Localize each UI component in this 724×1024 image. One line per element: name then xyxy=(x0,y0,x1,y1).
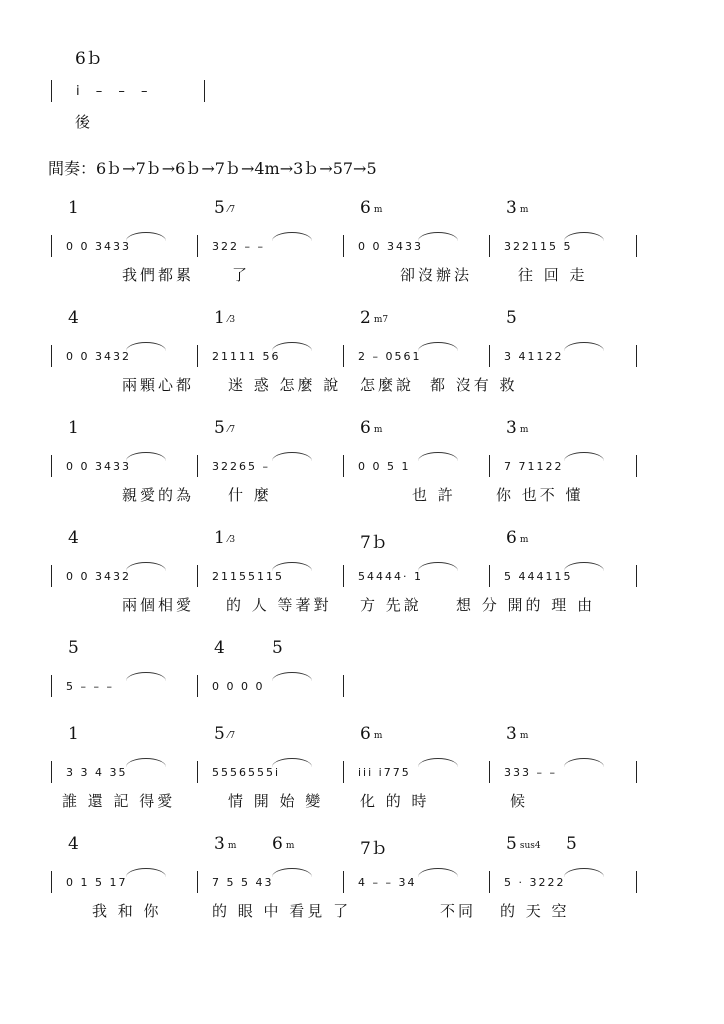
lyric-text: 迷 惑 怎麼 說 xyxy=(228,376,342,394)
barline xyxy=(51,80,52,102)
slur-mark xyxy=(564,868,604,877)
barline xyxy=(197,345,198,367)
header-chord: 6ｂ xyxy=(75,49,103,69)
interlude-line: 間奏：6ｂ→7ｂ→6ｂ→7ｂ→4m→3ｂ→57→5 xyxy=(48,159,377,178)
chord-symbol xyxy=(506,308,517,328)
chord-root: 1 xyxy=(68,198,79,218)
measure-notes: 21111 56 xyxy=(212,350,281,363)
chord-root: 1 xyxy=(214,528,225,548)
slur-mark xyxy=(272,232,312,241)
barline xyxy=(51,761,52,783)
lyric-text: 誰 還 記 得愛 xyxy=(62,792,176,810)
chord-root: 5 xyxy=(214,418,225,438)
chord-quality: m xyxy=(373,731,383,741)
chord-quality: m xyxy=(519,205,529,215)
slur-mark xyxy=(418,758,458,767)
measure-notes: 54444· 1 xyxy=(358,570,423,583)
chord-symbol xyxy=(68,418,79,438)
barline xyxy=(343,455,344,477)
measure-notes: 21155115 xyxy=(212,570,284,583)
chord-root: 4 xyxy=(68,528,79,548)
measure-notes: 32265 – xyxy=(212,460,270,473)
chord-quality: m xyxy=(519,535,529,545)
chord-symbol xyxy=(360,418,382,438)
chord-quality: m7 xyxy=(373,315,389,325)
measure-notes: 0 0 5 1 xyxy=(358,460,411,473)
measure-notes: 0 0 0 0 xyxy=(212,680,265,693)
chord-symbol xyxy=(214,724,235,744)
chord-root: 5 xyxy=(68,638,79,658)
barline xyxy=(51,675,52,697)
chord-root: 7ｂ xyxy=(360,533,388,553)
chord-root: 4 xyxy=(68,308,79,328)
barline xyxy=(636,455,637,477)
lyric-text: 的 眼 中 看見 了 xyxy=(212,902,352,920)
barline xyxy=(197,675,198,697)
slur-mark xyxy=(418,452,458,461)
chord-root: 3 xyxy=(506,418,517,438)
lyric-text: 的 人 等著對 xyxy=(226,596,332,614)
lyric-text: 了 xyxy=(232,266,251,284)
chord-symbol xyxy=(360,528,388,553)
chord-quality: ⁄3 xyxy=(227,535,236,545)
barline xyxy=(636,871,637,893)
chord-symbol xyxy=(214,418,235,438)
slur-mark xyxy=(272,672,312,681)
chord-symbol xyxy=(506,724,528,744)
chord-symbol xyxy=(214,528,235,548)
chord-symbol xyxy=(360,308,388,328)
barline xyxy=(489,235,490,257)
barline xyxy=(51,345,52,367)
slur-mark xyxy=(126,562,166,571)
slur-mark xyxy=(272,868,312,877)
slur-mark xyxy=(564,758,604,767)
barline xyxy=(197,565,198,587)
measure-notes: 5556555i xyxy=(212,766,281,779)
slur-mark xyxy=(272,758,312,767)
measure-notes: 2 – 0561 xyxy=(358,350,422,363)
intro-notes: i – – – xyxy=(76,84,154,99)
barline xyxy=(636,345,637,367)
barline xyxy=(343,235,344,257)
chord-root: 4 xyxy=(68,834,79,854)
slur-mark xyxy=(418,342,458,351)
chord-root: 5 xyxy=(272,638,283,658)
chord-root: 6 xyxy=(360,198,371,218)
barline xyxy=(636,565,637,587)
chord-quality: ⁄7 xyxy=(227,425,236,435)
lyric-text: 想 分 開的 理 由 xyxy=(456,596,596,614)
chord-symbol xyxy=(68,638,79,658)
lyric-text: 我 和 你 xyxy=(92,902,162,920)
chord-symbol xyxy=(68,724,79,744)
measure-notes: 7 71122 xyxy=(504,460,564,473)
chord-root: 3 xyxy=(506,198,517,218)
slur-mark xyxy=(418,232,458,241)
chord-quality: sus4 xyxy=(519,841,541,851)
barline xyxy=(343,675,344,697)
barline xyxy=(197,761,198,783)
barline xyxy=(489,761,490,783)
slur-mark xyxy=(272,452,312,461)
lyric-text: 都 沒有 救 xyxy=(430,376,518,394)
barline xyxy=(51,235,52,257)
intro-lyric: 後 xyxy=(75,113,94,131)
chord-root: 1 xyxy=(214,308,225,328)
measure-notes: 3 3 4 35 xyxy=(66,766,128,779)
barline xyxy=(197,455,198,477)
barline xyxy=(204,80,205,102)
chord-quality: ⁄7 xyxy=(227,205,236,215)
lyric-text: 不同 xyxy=(440,902,477,920)
chord-root: 3 xyxy=(506,724,517,744)
lyric-text: 親愛的為 xyxy=(122,486,195,504)
chord-symbol xyxy=(506,528,528,548)
measure-notes: 0 0 3432 xyxy=(66,570,131,583)
chord-root: 6 xyxy=(506,528,517,548)
barline xyxy=(489,455,490,477)
chord-symbol xyxy=(68,308,79,328)
chord-symbol xyxy=(272,638,283,658)
lyric-text: 你 也不 懂 xyxy=(496,486,584,504)
chord-root: 2 xyxy=(360,308,371,328)
barline xyxy=(489,345,490,367)
chord-symbol xyxy=(360,834,388,859)
chord-symbol xyxy=(272,834,294,854)
chord-root: 6 xyxy=(272,834,283,854)
chord-root: 5 xyxy=(506,834,517,854)
chord-quality: m xyxy=(227,841,237,851)
slur-mark xyxy=(564,232,604,241)
chord-quality: ⁄7 xyxy=(227,731,236,741)
slur-mark xyxy=(564,562,604,571)
chord-root: 5 xyxy=(214,198,225,218)
barline xyxy=(51,565,52,587)
barline xyxy=(51,871,52,893)
lyric-text: 方 先說 xyxy=(360,596,422,614)
measure-notes: 0 0 3433 xyxy=(66,240,131,253)
slur-mark xyxy=(126,232,166,241)
measure-notes: 5 · 3222 xyxy=(504,876,566,889)
barline xyxy=(489,565,490,587)
chord-quality: m xyxy=(519,731,529,741)
chord-symbol xyxy=(68,198,79,218)
chord-symbol xyxy=(68,834,79,854)
chord-root: 4 xyxy=(214,638,225,658)
chord-symbol xyxy=(214,834,236,854)
lyric-text: 怎麼說 xyxy=(360,376,415,394)
measure-notes: 0 0 3433 xyxy=(66,460,131,473)
chord-symbol xyxy=(506,198,528,218)
chord-root: 1 xyxy=(68,724,79,744)
chord-symbol xyxy=(360,724,382,744)
slur-mark xyxy=(564,452,604,461)
chord-root: 5 xyxy=(506,308,517,328)
chord-symbol xyxy=(68,528,79,548)
barline xyxy=(197,871,198,893)
slur-mark xyxy=(126,342,166,351)
measure-notes: 333 – – xyxy=(504,766,557,779)
measure-notes: 0 0 3432 xyxy=(66,350,131,363)
chord-symbol xyxy=(566,834,577,854)
chord-root: 7ｂ xyxy=(360,839,388,859)
measure-notes: 7 5 5 43 xyxy=(212,876,274,889)
slur-mark xyxy=(272,562,312,571)
lyric-text: 候 xyxy=(510,792,529,810)
chord-root: 5 xyxy=(214,724,225,744)
slur-mark xyxy=(126,672,166,681)
chord-root: 1 xyxy=(68,418,79,438)
lyric-text: 也 許 xyxy=(412,486,456,504)
chord-quality: m xyxy=(373,425,383,435)
barline xyxy=(343,345,344,367)
chord-quality: m xyxy=(519,425,529,435)
chord-root: 6 xyxy=(360,418,371,438)
chord-root: 6 xyxy=(360,724,371,744)
barline xyxy=(343,761,344,783)
barline xyxy=(197,235,198,257)
chord-symbol xyxy=(360,198,382,218)
barline xyxy=(636,761,637,783)
chord-symbol xyxy=(506,834,541,854)
chord-root: 5 xyxy=(566,834,577,854)
slur-mark xyxy=(272,342,312,351)
chord-symbol xyxy=(214,638,225,658)
chord-root: 3 xyxy=(214,834,225,854)
lyric-text: 卻沒辦法 xyxy=(400,266,473,284)
barline xyxy=(489,871,490,893)
measure-notes: 5 444115 xyxy=(504,570,573,583)
barline xyxy=(51,455,52,477)
measure-notes: 322 – – xyxy=(212,240,265,253)
lyric-text: 兩顆心都 xyxy=(122,376,195,394)
measure-notes: iii i775 xyxy=(358,766,411,779)
measure-notes: 322115 5 xyxy=(504,240,573,253)
slur-mark xyxy=(126,758,166,767)
measure-notes: 0 1 5 17 xyxy=(66,876,128,889)
lyric-text: 我們都累 xyxy=(122,266,195,284)
lyric-text: 情 開 始 變 xyxy=(228,792,324,810)
measure-notes: 0 0 3433 xyxy=(358,240,423,253)
chord-symbol xyxy=(506,418,528,438)
chord-symbol xyxy=(214,308,235,328)
barline xyxy=(636,235,637,257)
slur-mark xyxy=(564,342,604,351)
measure-notes: 5 – – – xyxy=(66,680,114,693)
lyric-text: 化 的 時 xyxy=(360,792,430,810)
chord-quality: ⁄3 xyxy=(227,315,236,325)
chord-symbol xyxy=(214,198,235,218)
slur-mark xyxy=(418,562,458,571)
measure-notes: 4 – – 34 xyxy=(358,876,417,889)
measure-notes: 3 41122 xyxy=(504,350,564,363)
lyric-text: 的 天 空 xyxy=(500,902,570,920)
lyric-text: 什 麼 xyxy=(228,486,272,504)
chord-quality: m xyxy=(285,841,295,851)
lyric-text: 往 回 走 xyxy=(518,266,588,284)
slur-mark xyxy=(126,452,166,461)
barline xyxy=(343,565,344,587)
lyric-text: 兩個相愛 xyxy=(122,596,195,614)
slur-mark xyxy=(126,868,166,877)
chord-quality: m xyxy=(373,205,383,215)
barline xyxy=(343,871,344,893)
slur-mark xyxy=(418,868,458,877)
